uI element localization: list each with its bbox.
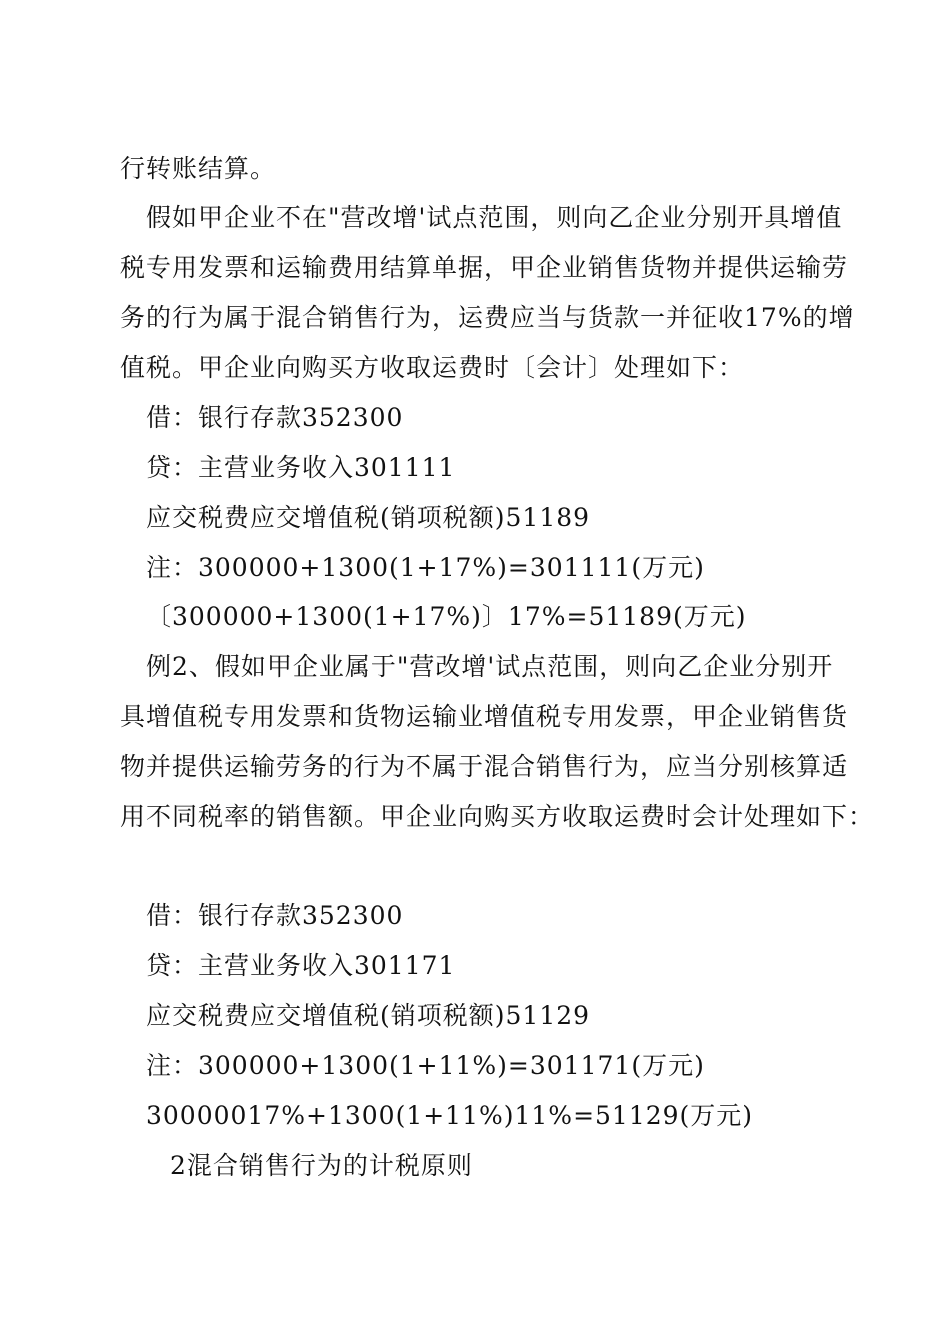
journal-entry-line: 借：银行存款352300 [146, 403, 404, 432]
journal-entry-line: 借：银行存款352300 [146, 901, 404, 930]
text-line: 行转账结算。 [120, 154, 277, 183]
section-heading: 2混合销售行为的计税原则 [170, 1151, 473, 1180]
paragraph-line: 用不同税率的销售额。甲企业向购买方收取运费时会计处理如下： [120, 802, 875, 831]
note-line: 注：300000+1300(1+11%)=301171(万元) [146, 1051, 705, 1080]
paragraph-line: 物并提供运输劳务的行为不属于混合销售行为，应当分别核算适 [120, 752, 849, 781]
journal-entry-line: 应交税费应交增值税(销项税额)51129 [146, 1001, 591, 1030]
paragraph-line: 具增值税专用发票和货物运输业增值税专用发票，甲企业销售货 [120, 702, 849, 731]
paragraph-line: 务的行为属于混合销售行为，运费应当与货款一并征收17%的增 [120, 303, 855, 332]
formula-line: 30000017%+1300(1+11%)11%=51129(万元) [146, 1101, 754, 1130]
paragraph-line: 税专用发票和运输费用结算单据，甲企业销售货物并提供运输劳 [120, 253, 849, 282]
journal-entry-line: 贷：主营业务收入301171 [146, 951, 456, 980]
note-line: 注：300000+1300(1+17%)=301111(万元) [146, 553, 705, 582]
paragraph-line: 假如甲企业不在"营改增'试点范围，则向乙企业分别开具增值 [146, 203, 843, 232]
formula-line: 〔300000+1300(1+17%)〕17%=51189(万元) [146, 602, 747, 631]
journal-entry-line: 应交税费应交增值税(销项税额)51189 [146, 503, 591, 532]
paragraph-line: 例2、假如甲企业属于"营改增'试点范围，则向乙企业分别开 [146, 652, 834, 681]
journal-entry-line: 贷：主营业务收入301111 [146, 453, 456, 482]
paragraph-line: 值税。甲企业向购买方收取运费时〔会计〕处理如下： [120, 353, 745, 382]
